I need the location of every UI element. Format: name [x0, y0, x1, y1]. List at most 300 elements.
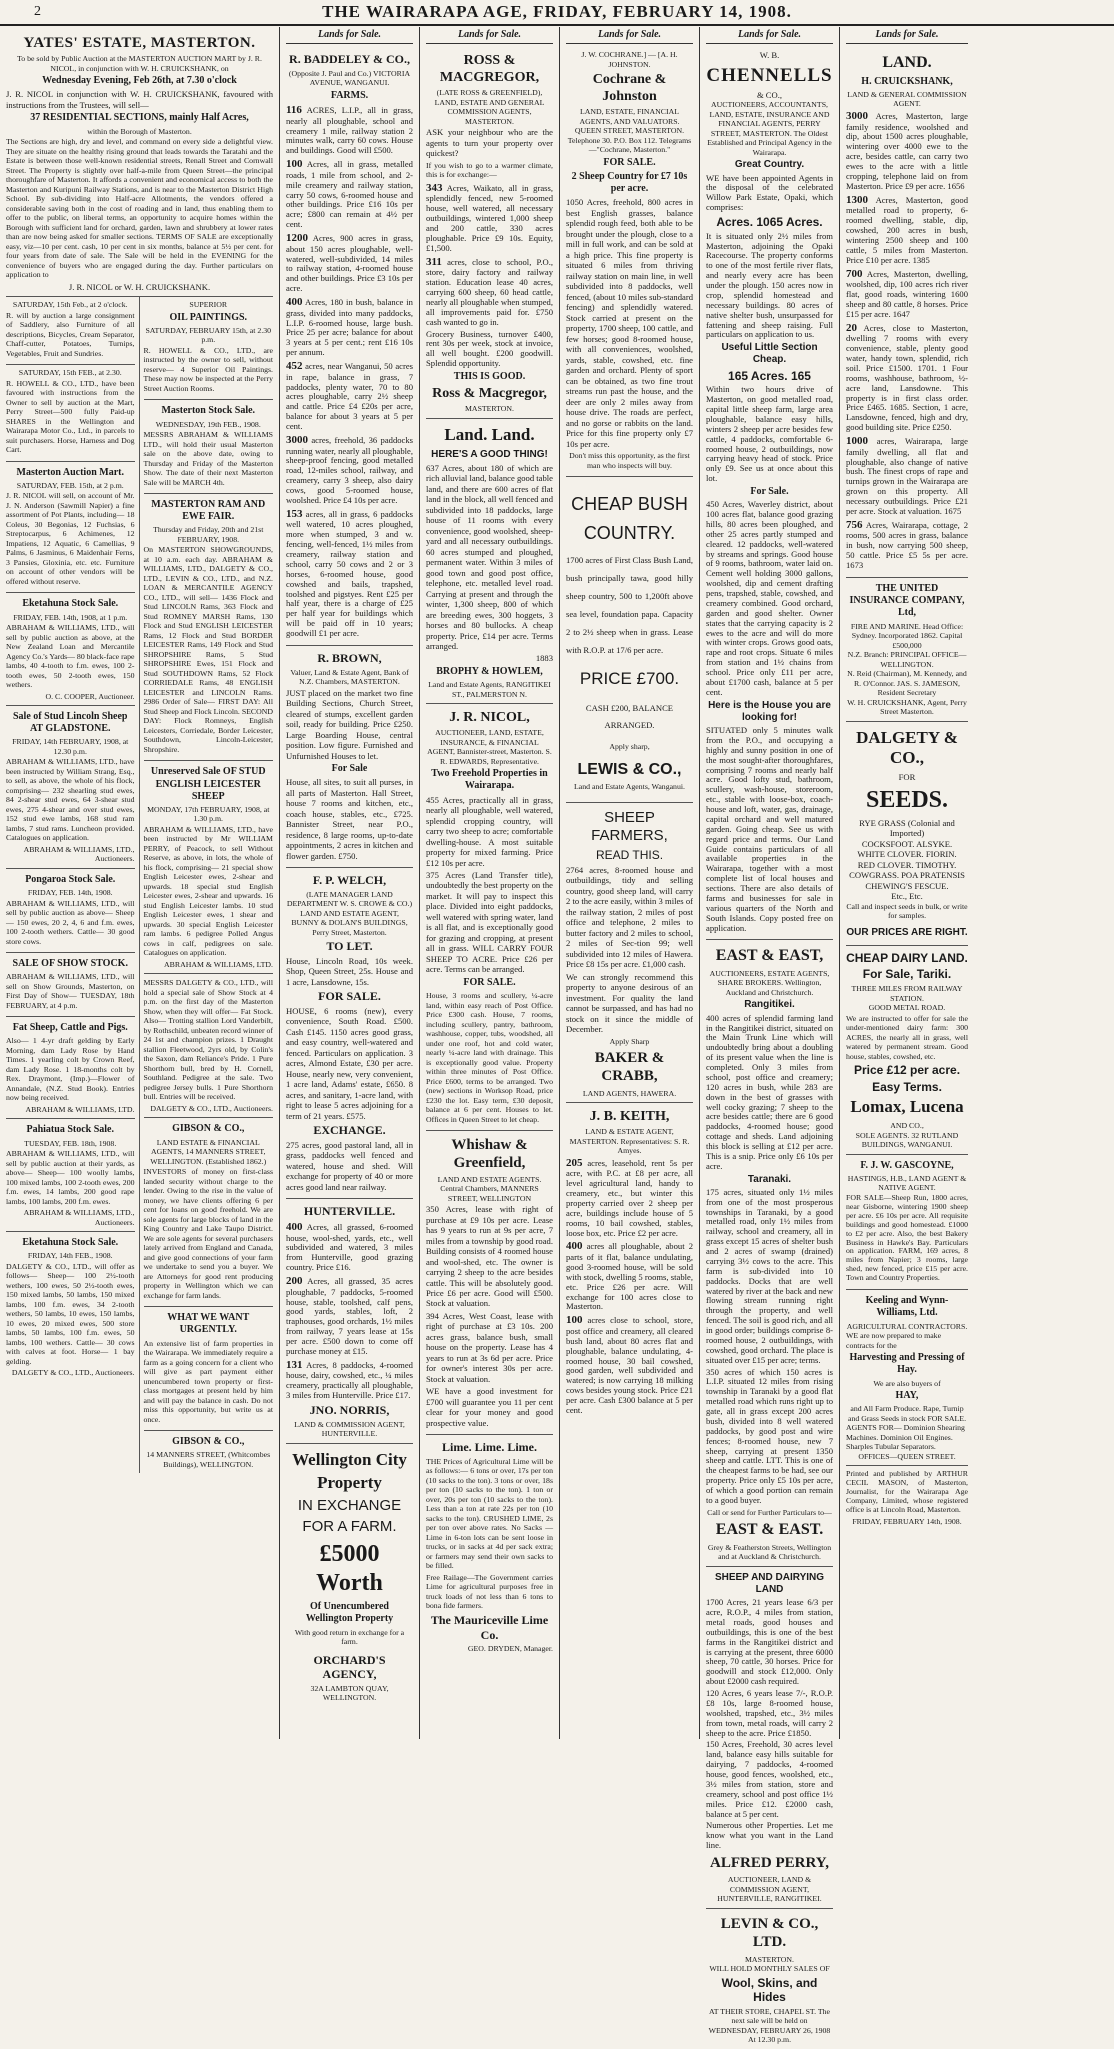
united-names: N. Reid (Chairman), M. Kennedy, and R. O'Connor. JAS. S. JAMESON, Resident Secretary: [847, 669, 967, 698]
east-text3: 350 acres of which 150 acres is L.I.P. situated 12 miles from rising township in Taranaki by a good flat metalled road which runs right up to gate, all in grass except 200 acres bush, divided into 8 well watered paddocks, by good post and wire fences; 8-roomed house, new 7 sheep, carrying at present 1350 sheep and cattle. LTT. This is one of the cheapest farms to be had, see our property. Price only £5 10s per acre, of which a good portion can remain to a good buyer.: [706, 1366, 833, 1505]
dalgety-seeds: SEEDS.: [865, 786, 949, 813]
dalgety-seeds-ad: [846, 722, 968, 946]
keeling-agents: AGENTS FOR— Dominion Shearing Machines. Dominion Oil Engines. Sharples Tubular Separators.: [846, 1423, 965, 1452]
east-taranaki: Taranaki.: [747, 1173, 792, 1185]
keith-listings: [566, 1157, 693, 1416]
keeling-ad: [846, 1290, 968, 1466]
keeling-also: We are also buyers of: [873, 1378, 941, 1388]
listing-acres: 1200: [286, 232, 308, 245]
bush-text: 1700 acres of First Class Bush Land, bush principally tawa, good hilly sheep country, 500 to 1,200ft above sea level, foundation papa. Capacity 2 to 2½ sheep when in grass. Lease with R.O.P. at 17/6 per acre.: [566, 554, 693, 655]
cochrane-note: Don't miss this opportunity, as the first man who inspects will buy.: [569, 451, 690, 470]
page-number: 2: [34, 4, 41, 19]
chennells-text3: Within two hours drive of Masterton, on good metalled road, capital little sheep farm, large area ploughable, balance easy hills, winters 2 sheep per acre besides few cattle, 4 paddocks, comfortable 6-roomed house, 2 outbuildings, now carrying heavy head of stock. Price only £9. See us at once about this lot.: [706, 384, 833, 484]
ross-ask: ASK your neighbour who are the agents to turn your property over quickest?: [426, 127, 553, 159]
east-east-ad: [706, 940, 833, 1566]
chennells-here: Here is the House you are looking for!: [708, 699, 831, 723]
notice-text: On MASTERTON SHOWGROUNDS, at 10 a.m. each day. ABRAHAM & WILLIAMS, LTD., DALGETY & CO., LTD., LEVIN & CO., LTD., and N.Z. LOAN & MERCANTILE AGENCY CO., LTD., will sell— 1436 Flock and Stud LINCOLN Rams, 363 Flock and Stud ROMNEY MARSH Rams, 130 Flock and Stud ENGLISH LEICESTER Rams, 12 Flock and Stud BORDER LEICESTER Rams, 149 Flock and Stud SHROPSHIRE Rams, 5 Stud SHROPSHIRE Ewes, 151 Flock and Stud SOUTHDOWN Rams, 52 Flock CORRIEDALE Rams, 48 ENGLISH LEICESTER and LINCOLN Rams. 2986 Order of Sale— FIRST DAY: All Stud Sheep and Flock Lincoln. SECOND DAY: Flock Romneys, English Leicesters, Corriedale, Border Leicester, Southdown, Lincoln-Leicester, Shropshire.: [143, 545, 274, 754]
levin-text: WILL HOLD MONTHLY SALES OF: [709, 1964, 830, 1973]
hunterville-ad: [286, 1199, 413, 1443]
seed-list: [846, 818, 968, 902]
notice-text: ABRAHAM & WILLIAMS, LTD., will sell by public auction as above— Sheep— 150 ewes, 20 2, 4, 6 and f.m. ewes, 100 2-tooth wethers. Cattle— 30 good store cows.: [6, 898, 135, 946]
notice-date: SATURDAY, 15th FEB., at 2.30.: [18, 368, 122, 378]
listing-acres: 20: [846, 321, 857, 334]
cruickshank-ad: [846, 47, 968, 578]
listing-text: acres, leasehold, rent 5s per acre, with P.C. at £8 per acre, all level agricultural land, handy to creamery, etc., but winter this property carried over 2 sheep per acre, buildings include house of 5 rooms, 10 bail cowshed, stables, loose box, etc. Price £2 per acre.: [566, 1157, 693, 1238]
dairying-text2: 120 Acres, 6 years lease 7/-, R.O.P. £8 10s, large 8-roomed house, woolshed, trapshed, etc., 3½ miles from town, metal roads, will carry 2 sheep to the acre. Price £1850.: [706, 1688, 833, 1738]
listing-acres: 343: [426, 181, 443, 194]
notice-text: ABRAHAM & WILLIAMS, LTD., will sell by public auction as above, at the New Zealand Loan and Mercantile Agency Co.'s Yards— 80 black-face rape lambs, 40 4-tooth to f.m. ewes, 100 2-tooth ewes, 50 2-tooth ewes, 150 wethers.: [6, 623, 135, 689]
dairy-firm: Lomax, Lucena: [850, 1097, 964, 1117]
notice-sub: 14 MANNERS STREET, (Whitcombes Buildings), WELLINGTON.: [146, 1450, 271, 1469]
column-1: [0, 27, 280, 1739]
listing-text: acres, all in grass, 6 paddocks well watered, 10 acres ploughed, more when stumped, 3 and w. fencing, well-fenced, 1½ miles from creamery, railway station and school, carry 50 cows and 2 or 3 horses, 6-roomed house, good cowshed and bails, trapshed, toolshed and pigstyes. Rent £25 per half year, there is a charge of £25 per half year for buildings which will be paid off in 10 years; goodwill £1 per acre.: [286, 508, 413, 639]
notice-title: Pongaroa Stock Sale.: [25, 873, 116, 885]
keeling-text: WE are now prepared to make contracts for the: [846, 1331, 942, 1350]
gascoyne-ad: [846, 1155, 968, 1291]
notice-title: OIL PAINTINGS.: [169, 311, 248, 323]
listing-text: Acres, Waikato, all in grass, splendidly fenced, new 5-roomed house, well watered, all necessary outbuildings, wintered 1,000 sheep and 200 cattle, 330 acres ploughable. Price £9 10s. Equity, £1,500.: [426, 182, 553, 253]
cochrane-sub: LAND, ESTATE, FINANCIAL AGENTS, AND VALUATORS. QUEEN STREET, MASTERTON. Telephone 30. P.O. Box 112. Telegrams —"Cochrane, Masterton.": [567, 107, 692, 155]
listing-acres: 100: [566, 1314, 583, 1327]
listing-item: [566, 1314, 693, 1416]
notice-sign: DALGETY & CO., LTD., Auctioneers.: [150, 1103, 273, 1113]
keeling-harvest: Harvesting and Pressing of Hay.: [849, 1352, 965, 1376]
listing-text: Acres, 180 in bush, balance in grass, divided into many paddocks, L.I.P. 6-roomed house, large bush. Price 25 per acre; balance for about 3 years at 5 per cent.; rent £16 10s per annum.: [286, 297, 413, 358]
welch-title: F. P. WELCH,: [312, 873, 387, 888]
cochrane-title: Cochrane & Johnston: [592, 72, 667, 105]
auction-notice: [144, 400, 274, 494]
listing-text: Acres, close to Masterton, dwelling 7 rooms with every convenience, stable, plenty good water, handy town, splendid, rich soil. Price £1500. 1701. 1 Four rooms, washhouse, bathroom, ½-acre land, Lansdowne. This property is in first class order. Price £465. 1685. Section, 1 acre, Lansdowne, fenced, high and dry, good building site. Price £250.: [846, 322, 968, 433]
nicol-sub: AUCTIONEER, LAND, ESTATE, INSURANCE, & FINANCIAL AGENT, Bannister-street, Masterton. S. R. EDWARDS, Representative.: [427, 728, 552, 766]
yates-sub: within the Borough of Masterton.: [87, 126, 192, 136]
yates-headline: 37 RESIDENTIAL SECTIONS, mainly Half Acres,: [30, 112, 249, 124]
notice-sign: ABRAHAM & WILLIAMS, LTD.: [164, 959, 273, 969]
levin-text2: AT THEIR STORE, CHAPEL ST. The next sale will be held on WEDNESDAY, FEBRUARY 26, 1908 At 12.30 p.m.: [708, 2006, 831, 2045]
cochrane-top: J. W. COCHRANE.] — [A. H. JOHNSTON.: [581, 50, 678, 69]
gascoyne-sub: HASTINGS, H.B., LAND AGENT & NATIVE AGENT.: [847, 1173, 967, 1193]
listing-item: [286, 296, 413, 358]
column-5: [700, 27, 840, 2045]
listing-acres: 400: [286, 296, 303, 309]
column-1-left: [6, 297, 140, 1473]
united-agent: W. H. CRUICKSHANK, Agent, Perry Street Masterton.: [847, 697, 967, 717]
listing-text: Acres, Masterton, dwelling, woolshed, dip, 100 acres rich river flat, good roads, wintering 1600 sheep and 80 cattle, 8 horses. Price £15 per acre. 1647: [846, 268, 968, 319]
notice-sign: ABRAHAM & WILLIAMS, LTD., Auctioneers.: [23, 1208, 135, 1227]
bush-title: CHEAP BUSH COUNTRY.: [571, 494, 688, 543]
notice-sign: DALGETY & CO., LTD., Auctioneers.: [11, 1368, 135, 1378]
cochrane-kicker: 2 Sheep Country for £7 10s per acre.: [571, 171, 688, 195]
united-sub: FIRE AND MARINE. Head Office: Sydney. Incorporated 1862. Capital £500,000: [850, 621, 964, 650]
notice-title: Masterton Auction Mart.: [16, 466, 124, 478]
listing-item: [286, 232, 413, 294]
ross-p1: If you wish to go to a warmer climate, this is for exchange:—: [426, 160, 553, 180]
cruickshank-sub: LAND & GENERAL COMMISSION AGENT.: [847, 89, 967, 109]
seed-item: COWGRASS. POA PRATENSIS: [849, 870, 965, 881]
dairying-text4: Numerous other Properties. Let me know what you want in the Land line.: [706, 1820, 833, 1851]
listing-item: [846, 322, 968, 433]
welch-tolet: TO LET.: [326, 939, 373, 954]
baddeley-ad: [286, 47, 413, 646]
column-header: Lands for Sale.: [706, 29, 833, 44]
yates-title: YATES' ESTATE, MASTERTON.: [23, 35, 256, 51]
notice-date: TUESDAY, FEB. 18th, 1908.: [24, 1138, 117, 1148]
ross-sign: Ross & Macgregor,: [432, 386, 547, 402]
listing-item: [286, 1221, 413, 1273]
baddeley-kicker: FARMS.: [330, 89, 369, 101]
notice-text: MESSRS ABRAHAM & WILLIAMS LTD., will hold their usual Masterton sale on the above date, owing to Thursday and Friday of the Masterton Show. The date of their next Masterton Sale will be MARCH 4th.: [143, 430, 273, 487]
seed-item: RED CLOVER. TIMOTHY.: [857, 859, 957, 870]
listing-acres: 400: [286, 1220, 303, 1233]
listing-item: [286, 104, 413, 156]
listing-text: Acres, Wairarapa, cottage, 2 rooms, 500 acres in grass, balance in bush, now carrying 500 sheep, 50 cattle. Price £5 5s per acre. 1673: [846, 519, 968, 571]
sheep-text: 2764 acres, 8-roomed house and outbuildings, tidy and selling country, good sheep land, will carry 2 to the acre easily, within 3 miles of the railway station, 2 miles of post office and telephone, 2 miles to butter factory and 2 miles to school, 2 miles of Sec-tion 99; well subdivided into 12 miles of Hawera. Price £8 15s per acre. £1,000 cash.: [566, 864, 693, 970]
cruickshank-land: LAND.: [882, 54, 932, 72]
listing-acres: 756: [846, 518, 863, 531]
levin-title: LEVIN & CO., LTD.: [720, 1915, 819, 1951]
city-l5: £5000 Worth: [316, 1540, 383, 1597]
sheep-dairying-ad: [706, 1567, 833, 1909]
page-columns: [0, 27, 1114, 2045]
listing-item: [426, 256, 553, 328]
ross-title: ROSS & MACGREGOR,: [439, 53, 540, 86]
whishaw-title: Whishaw & Greenfield,: [451, 1137, 528, 1172]
notice-title: Unreserved Sale OF STUD ENGLISH LEICESTER SHEEP: [150, 766, 266, 802]
land-firm-sub: Land and Estate Agents, RANGITIKEI ST., PALMERSTON N.: [428, 680, 551, 699]
listing-acres: 3000: [286, 433, 308, 446]
listing-item: [426, 182, 553, 254]
bush-firm: LEWIS & CO.,: [577, 760, 682, 778]
levin-ad: [706, 1909, 833, 2049]
chennells-acres: Acres. 1065 Acres.: [716, 215, 823, 230]
listing-text: Acres, 8 paddocks, 4-roomed house, dairy, cowshed, etc., ¼ miles creamery, practically all ploughable, 3 miles from Hunterville. Price £17.: [286, 1359, 413, 1401]
orchard-sub: 32A LAMBTON QUAY, WELLINGTON.: [310, 1683, 389, 1703]
bush-firm-sub: Land and Estate Agents, Wanganui.: [574, 782, 685, 792]
dateline: FRIDAY, FEBRUARY 14th, 1908.: [852, 1516, 962, 1526]
auction-notice: [6, 1232, 135, 1382]
bush-country-ad: [566, 477, 693, 803]
notice-date: Thursday and Friday, 20th and 21st FEBRUARY, 1908.: [153, 525, 264, 544]
listing-acres: 1300: [846, 193, 868, 206]
whishaw-p2: 394 Acres, West Coast, lease with right of purchase at £3 10s. 200 acres grass, balance bush, small house on the property. Lease has 4 years to run at 3s 6d per acre. Price for owner's interest 30s per acre. Stock at valuation.: [426, 1310, 553, 1384]
dairy-title: CHEAP DAIRY LAND.: [846, 950, 968, 965]
dairy-s3: GOOD METAL ROAD.: [868, 1003, 946, 1013]
city-l1: Wellington City: [292, 1449, 407, 1469]
notice-date: WEDNESDAY, 19th FEB., 1908.: [155, 419, 261, 429]
east-sign-sub: Grey & Featherston Streets, Wellington and at Auckland & Christchurch.: [707, 1542, 832, 1562]
city-l2: Property: [317, 1473, 382, 1493]
levin-sub: MASTERTON.: [745, 1954, 794, 1964]
dalgety-note: Call and inspect seeds in bulk, or write for samples.: [846, 901, 968, 921]
auction-notice: [6, 706, 135, 869]
land-firm: BROPHY & HOWLEM,: [436, 665, 543, 677]
auction-notice: [144, 761, 274, 974]
notice-sub: LAND ESTATE & FINANCIAL AGENTS, 14 MANNERS STREET, WELLINGTON. (Established 1862.): [150, 1137, 267, 1166]
welch-forsale: FOR SALE.: [318, 989, 381, 1004]
notice-title: SALE OF SHOW STOCK.: [12, 958, 128, 970]
auction-notice: [6, 297, 135, 365]
listing-text: Acres, 900 acres in grass, about 150 acres ploughable, well-watered, well-subdivided, 14 miles to railway station, 4-roomed house and other buildings. Price £3 10s per acre.: [286, 233, 413, 294]
brown-text: JUST placed on the market two fine Building Sections, Church Street, cleared of stumps, excellent garden soil, ready for building. Price £250. Large Boarding House, central position. Low figure. Furnished and Unfurnished Houses to let.: [286, 687, 413, 761]
wellington-city-ad: [286, 1444, 413, 1707]
auction-notice: [6, 365, 135, 462]
dairying-text3: 150 Acres, Freehold, 30 acres level land, balance easy hills suitable for dairying, 7 paddocks, 4-roomed house, good fences, woolshed, etc., 3½ miles from station, store and creamery, school and post office 1½ miles. Price £12. £2000 cash, balance at 5 per cent.: [706, 1739, 833, 1819]
nicol-p3: House, 3 rooms and scullery, ¼-acre land, within easy reach of Post Office. Price £300 cash. House, 7 rooms, including scullery, pantry, bathroom, washhouse, copper, tubs, woodshed, all under one roof, hot and cold water, nearly ¼-acre land with drainage. This is exceptionally good value. Property within three minutes of Post Office. Price £600, terms to be arranged. Two (new) sections in Worksop Road, price £230 the lot. Easy term, £30 deposit, balance at 6 per cent. Houses to let. Offices in Queen Street to let cheap.: [426, 991, 553, 1124]
keith-title: J. B. KEITH,: [589, 1109, 670, 1125]
chennells-text4: 450 Acres, Waverley district, about 100 acres flat, balance good grazing hills, 80 acres been ploughed, and other 25 acres partly stumped and cleared. 12 paddocks, well-watered by streams and springs. Good house of 9 rooms, bathroom, water laid on. Cement well holding 3000 gallons, woolshed, dip and cement drafting pens, trapshed, stable, cowshed, and creamery combined. Good orchard, garden and good shelter. Owner states that the carrying capacity is 2 ewes to the acre and will do more with winter crops. Grows good oats, rape and root crops. Situate 6 miles from station and 1½ chains from school. Price only £11 per acre, about £1700 cash, balance at 5 per cent.: [706, 499, 833, 697]
listing-item: [286, 360, 413, 432]
sheep-title: SHEEP FARMERS,: [591, 808, 668, 844]
cruickshank-name: H. CRUICKSHANK,: [861, 75, 953, 87]
listing-item: [286, 1275, 413, 1357]
notice-sign: ABRAHAM & WILLIAMS, LTD., Auctioneers.: [23, 844, 135, 864]
listing-text: acres, close to school, P.O., store, dairy factory and railway station. Education lease 40 acres, carrying 600 sheep, 60 head cattle, nearly all ploughable when stumped, all improvements paid for. £750 cash wanted to go in.: [426, 256, 554, 327]
masthead: [0, 0, 1114, 26]
listing-item: [286, 434, 413, 506]
yates-estate-ad: [6, 29, 273, 297]
welch-exchange: EXCHANGE.: [313, 1123, 386, 1138]
sheep-rec: We can strongly recommend this property to anyone desirous of an investment. For quality the land cannot be surpassed, and has had no stock on it since the middle of December.: [566, 971, 693, 1035]
ross-listings: [426, 182, 553, 369]
cochrane-forsale: FOR SALE.: [603, 156, 656, 168]
seed-item: RYE GRASS (Colonial and Imported): [859, 817, 955, 839]
city-l6: Of Unencumbered Wellington Property: [305, 1601, 394, 1625]
notice-title: Sale of Stud Lincoln Sheep AT GLADSTONE.: [13, 711, 128, 735]
perry-title: ALFRED PERRY,: [710, 1855, 829, 1872]
dalgety-title: DALGETY & CO.,: [856, 727, 958, 768]
listing-text: acres all ploughable, about 2 parts of it flat, balance undulating, good 3-roomed house, will be sold with stock, dwelling 5 rooms, stable, etc. Price £26 per acre. Will exchange for 100 acres close to Masterton.: [566, 1241, 693, 1312]
auction-notice: [6, 1017, 135, 1119]
auction-notice: [144, 1118, 274, 1307]
east-sign: EAST & EAST.: [715, 1521, 824, 1539]
ross-good: THIS IS GOOD.: [453, 371, 526, 383]
lime-sign: GEO. DRYDEN, Manager.: [467, 1644, 553, 1654]
dairy-sub: For Sale, Tariki.: [862, 967, 952, 982]
listing-text: Acres, all grassed, 6-roomed house, wool-shed, yards, etc., well subdivided and watered, 3 miles from Hunterville, good grazing country. Price £16.: [286, 1221, 413, 1273]
listing-item: [286, 508, 413, 639]
land-text: 637 Acres, about 180 of which are rich alluvial land, balance good table land, and there are 600 acres of flat land in the block, all well fenced and subdivided into 18 paddocks, large house of 11 rooms with every convenience, good woolshed, sheep-yard and all necessary outbuildings. 60 acres stumped and ploughed, permanent water. Within 3 miles of good town and good post office, telephone, etc. metalled level road. Carrying at present and through the winter, 1,300 sheep, 800 of which are breeding ewes, 300 hoggets, 3 horses and 80 bullocks. A cheap property. Price, £14 per acre. Terms arranged.: [426, 462, 553, 651]
levin-wool: Wool, Skins, and Hides: [721, 1975, 818, 2005]
notice-title: Masterton Stock Sale.: [161, 405, 256, 417]
imprint-text: Printed and published by ARTHUR CECIL MASON, of Masterton, Journalist, for the Wairarapa Age Company, Limited, whose registered office is at Lincoln Road, Masterton.: [846, 1469, 968, 1515]
orchard-title: ORCHARD'S AGENCY,: [313, 1652, 386, 1682]
auction-notice: [6, 1119, 135, 1232]
sheep-firm-sub: LAND AGENTS, HAWERA.: [582, 1088, 677, 1098]
east-text1: 400 acres of splendid farming land in the Rangitikei district, situated on the Main Trunk Line which will undoubtedly bring about a doubling of its present value when the line is completed. Only 3 miles from school, post office and creamery; 120 acres in bush, while 283 are down in the best of grasses with well cocky grazing; 7 sheep to the acre besides cattle; there are 6 good paddocks, 4-roomed house; good cottage and sheds. Land adjoining this block is selling at £12 per acre. This is a snip. Price only £6 10s per acre.: [706, 1012, 833, 1171]
east-call: Call or send for Further Particulars to—: [707, 1507, 832, 1517]
listing-acres: 400: [566, 1240, 583, 1253]
notice-title: GIBSON & CO.,: [172, 1123, 245, 1135]
auction-notice: [144, 1307, 274, 1431]
cruickshank-listings: [846, 110, 968, 571]
notice-text: R. HOWELL & CO., LTD., have been favoured with instructions from the Owner to sell by auction at the Mart, Perry Street—500 fully Paid-up SHARES in the Wellington and Wairarapa Motor Co., Ltd., in parcels to suit purchasers. Horse, Harness and Dog Cart.: [6, 378, 135, 455]
dairying-text1: 1700 Acres, 21 years lease 6/3 per acre, R.O.P., 4 miles from station, metal roads, good houses and outbuildings, this is one of the best farms in the Rangitikei district and is carrying at the present, three 6000 sheep, 70 cattle, 30 horses. Price for goodwill and stock £12,000. Only about £2000 cash required.: [706, 1597, 833, 1687]
norris-title: JNO. NORRIS,: [309, 1403, 390, 1418]
chennells-165: 165 Acres. 165: [728, 368, 811, 383]
baddeley-title: R. BADDELEY & CO.,: [289, 52, 410, 67]
city-l7: With good return in exchange for a farm.: [294, 1627, 405, 1647]
brown-sale: For Sale: [331, 763, 368, 774]
notice-text: INVESTORS of money on first-class landed security without charge to the lender. Owing to the rise in the value of money, we have clients offering 6 per cent for loans on good freehold. We are sole agents for large blocks of land in the King Country and Lake Taupo District. We are sole agents for several purchasers lately arrived from England and Canada, and give good connections of your farm we undertake to send you a buyer. We are Attorneys for good rent producing property in Wellington which we can exchange for farm lands.: [143, 1167, 273, 1300]
yates-p1: J. R. NICOL in conjunction with W. H. CRUICKSHANK, favoured with instructions from the Trustees, will sell—: [6, 89, 273, 110]
dairying-title: SHEEP AND DAIRYING LAND: [714, 1571, 825, 1596]
lime-firm: The Mauriceville Lime Co.: [430, 1612, 549, 1642]
listing-item: [566, 1240, 693, 1312]
perry-sub: AUCTIONEER, LAND & COMMISSION AGENT, HUNTERVILLE, RANGITIKEI.: [717, 1875, 822, 1904]
sheep-firm: BAKER & CRABB,: [594, 1050, 665, 1085]
column-6: [840, 27, 974, 1739]
yates-intro: To be sold by Public Auction at the MASTERTON AUCTION MART by J. R. NICOL, in conjunction with W. H. CRUICKSHANK, on: [17, 54, 262, 73]
chennells-t1: W. B.: [759, 50, 780, 61]
whishaw-p1: 350 Acres, lease with right of purchase at £9 10s per acre. Lease has 9 years to run at 9s per acre, 7 miles from a township by good road. Building consists of 4 roomed house and wool-shed, etc. The owner is carrying 2 sheep to the acre besides cattle. This will be absolutely good. Price £6 per acre. Good will £500. Stock at valuation.: [426, 1204, 553, 1309]
dalgety-prices: OUR PRICES ARE RIGHT.: [846, 926, 968, 938]
keith-ad: [566, 1103, 693, 1422]
listing-item: [846, 519, 968, 571]
nicol-p2: 375 Acres (Land Transfer title), undoubtedly the best property on the market. It will pay to inspect this place. Divided into eight paddocks, well watered with spring water, land is all flat, and is exceptionally good for grazing and cropping, at present all in grass. WILL CARRY FOUR SHEEP TO ACRE. Price £26 per acre. Terms can be arranged.: [426, 870, 553, 975]
keeling-title: Keeling and Wynn-Williams, Ltd.: [865, 1295, 949, 1319]
ross-sign-sub: MASTERTON.: [465, 404, 514, 414]
notice-text: ABRAHAM & WILLIAMS, LTD., will sell on Show Grounds, Masterton, on First Day of Show— TUESDAY, 18th FEBRUARY, at 4 p.m.: [6, 972, 135, 1010]
sheep-apply: Apply Sharp: [609, 1036, 650, 1046]
keith-sub: LAND & ESTATE AGENT, MASTERTON. Representatives: S. R. Amyes.: [569, 1127, 690, 1156]
listing-acres: 311: [426, 255, 442, 268]
norris-sub: LAND & COMMISSION AGENT, HUNTERVILLE.: [294, 1419, 405, 1439]
east-text2: 175 acres, situated only 1½ miles from one of the most prosperous townships in Taranaki, by a good metalled road, only 1½ miles from railway, school and creamery, all in grass except 15 acres of shelter bush and 2 acres of swamp (drained) carrying 3½ cows to the acre. This farm is sub-divided into 10 paddocks. Docks that are well watered by river at the back and new flowing stream running right through the property, and well fenced. The soil is good rich, and all in good order; buildings comprise 8-roomed house, 2 outbuildings, with cowshed, good orchard. The place is situated over £15 per acre; terms.: [706, 1186, 833, 1365]
city-l3: IN EXCHANGE: [297, 1497, 402, 1515]
notice-title: MASTERTON RAM AND EWE FAIR.: [151, 499, 266, 523]
notice-date: FRIDAY, 14th FEBRUARY, 1908, at 12.30 p.m.: [12, 737, 129, 756]
listing-acres: 131: [286, 1358, 303, 1371]
dairy-price: Price £12 per acre.: [853, 1063, 961, 1078]
bush-apply: Apply sharp,: [609, 742, 650, 752]
keeling-hay: HAY,: [895, 1390, 919, 1402]
sheep-sub: READ THIS.: [595, 848, 664, 863]
keeling-text2: and All Farm Produce. Rape, Turnip and Grass Seeds in stock FOR SALE.: [847, 1404, 967, 1423]
dairy-terms: Easy Terms.: [872, 1079, 942, 1094]
auction-notice: [6, 462, 135, 594]
brown-sub: Valuer, Land & Estate Agent, Bank of N.Z. Chambers, MASTERTON.: [290, 667, 409, 687]
listing-acres: 700: [846, 267, 863, 280]
notice-date: FRIDAY, 14th FEB., 1908.: [27, 1251, 113, 1261]
column-1-right: [140, 297, 274, 1473]
brown-ad: [286, 646, 413, 868]
cochrane-text: 1050 Acres, freehold, 800 acres in best English grasses, balance splendid rough feed, both able to be brought under the plough, close to a mill in full work, and can be sold at a high price. This fine property is situated 6 miles from thriving railway station on main line, in well subdivided into 8 paddocks, well fenced, (about 10 miles sub-standard fencing) and splendidly watered. Stock carried at present on the property, 1700 sheep, 100 cattle, and few horses; good 8-roomed house, with all conveniences, woolshed, yards, stable, cowshed, etc. fine garden and orchard. Plenty of sport can be obtained, as two fine trout streams run past the house, and the deer are only 2 miles away from house drive. The roads are perfect, and no gorse or rabbits on the land. Price for this fine property only £7 10s per acre.: [566, 197, 693, 449]
lime-rail: Free Railage—The Government carries Lime for agricultural purposes free in truck loads of not less than 6 tons to bona fide farmers.: [426, 1572, 553, 1611]
dairy-text: We are instructed to offer for sale the under-mentioned dairy farm: 300 ACRES, the nearly all in grass, well watered by permanent stream. Good house, stables, cowshed, etc.: [846, 1013, 968, 1061]
chennells-useful: Useful Little Section Cheap.: [721, 342, 818, 366]
notice-title: Eketahuna Stock Sale.: [22, 1237, 119, 1249]
cochrane-ad: [566, 47, 693, 477]
column-header: Lands for Sale.: [846, 29, 968, 44]
lime-ad: [426, 1435, 553, 1657]
bush-price: PRICE £700.: [579, 668, 680, 688]
notice-title: Eketahuna Stock Sale.: [22, 598, 119, 610]
listing-acres: 116: [286, 104, 302, 116]
seed-item: WHITE CLOVER. FIORIN.: [857, 849, 957, 860]
listing-item: [846, 110, 968, 192]
notice-date: SATURDAY, FEB. 15th, at 2 p.m.: [16, 480, 124, 490]
united-title: THE UNITED INSURANCE COMPANY, Ltd,: [849, 582, 965, 619]
nicol-kicker: Two Freehold Properties in Wairarapa.: [431, 768, 548, 792]
listing-acres: 3000: [846, 109, 868, 122]
dalgety-for: FOR: [898, 772, 916, 783]
whishaw-ad: [426, 1131, 553, 1435]
notice-title: Pahiatua Stock Sale.: [26, 1124, 114, 1136]
east-rangitikei: Rangitikei.: [744, 999, 795, 1011]
land-title: Land. Land.: [444, 424, 535, 444]
column-2: [280, 27, 420, 1739]
auction-notice: [144, 974, 274, 1118]
hunterville-listings: [286, 1221, 413, 1401]
listing-text: acres, freehold, 36 paddocks running water, nearly all ploughable, sheep-proof fencing, good metalled road, 12-miles school, railway, and creamery, carry 3 sheep, also dairy cows, good 5-roomed house, woolshed. Price £4 10s per acre.: [286, 434, 413, 505]
notice-kicker: SUPERIOR: [189, 300, 228, 310]
listing-text: ACRES, L.I.P., all in grass, nearly all ploughable, school and creamery 1 mile, railway station 2 minutes walk, carry 60 cows. House and buildings. Good will £500.: [286, 105, 413, 156]
lime-title: Lime. Lime. Lime.: [442, 1440, 537, 1455]
column-header: Lands for Sale.: [286, 29, 413, 44]
east-title: EAST & EAST,: [715, 947, 824, 965]
notice-text: DALGETY & CO., LTD., will offer as follows— Sheep— 100 2½-tooth wethers, 100 ewes, 50 2½-tooth ewes, 150 mixed lambs, 50 lambs, 150 mixed lambs, 100 f.m. ewes, 34 2-tooth wethers, 50 lambs, 10 ewes, 150 lambs, 10 ewes, 20 mixed ewes, 500 store lambs, 50 lambs, 100 f.m. ewes, 50 lambs, 100 wethers. Cattle— 30 cows with calves at foot. Horse— 1 bay gelding.: [6, 1261, 135, 1366]
yates-body: The Sections are high, dry and level, and command on every side a delightful view. They are situate on the healthy rising ground that leads towards the Taratahi and the Estate is between those well-known residential streets, Renall Street and Cornwall Street. The Property is slightly over half-a-mile from Queen Street—the principal thoroughfare of Masterton. It affords a convenient and economical access to both the Masterton and Kuripuni Railway Stations, and is near to the Masterton District High School. By sub-dividing into Half-acre Allotments, the vendors offered a considerable saving both in the cost of roading and in land, thus enabling them to offer to the public, on liberal terms, an opportunity to acquire homes within the Borough with sufficient land for orchard, garden, lawn and shrubbery at lower rates than are now being asked for smaller sections. TERMS OF SALE are exceptionally easy, viz—10 per cent. cash, 10 per cent in six months, balance at 5½ per cent. for four years from date of sale. The Sale will be held in the EVENING for the convenience of buyers who are engaged during the day. Further particulars on application to: [6, 137, 273, 280]
chennells-kicker: Great Country.: [734, 159, 805, 171]
notice-text: R. HOWELL & CO., LTD., are instructed by the owner to sell, without reserve— 4 Superior Oil Paintings. These may now be inspected at the Perry Street Auction Rooms.: [143, 345, 273, 393]
listing-text: Acres, all grassed, 35 acres ploughable, 7 paddocks, 5-roomed house, stable, toolshed, calf pens, good yards, stables, loft, 2 traphouses, good orchards, 1½ miles from railway, 7 years lease at 15s per acre. £500 down to come off purchase money at £15.: [286, 1276, 413, 1356]
notice-sign: O. C. COOPER, Auctioneer.: [45, 691, 135, 701]
listing-text: acres close to school, store, post office and creamery, all cleared bush land, about 80 acres flat and ploughable, balance undulating, 4-roomed house, 30 bail cowshed, good garden, well subdivided and watered; is now carrying 18 milking cows besides young stock. Price £21 per acre. Cash £300 balance at 5 per cent.: [566, 1315, 693, 1415]
auction-notice: [144, 297, 274, 400]
auction-notice: [6, 869, 135, 953]
bush-terms: CASH £200, BALANCE ARRANGED.: [585, 702, 674, 730]
land-land-ad: [426, 419, 553, 704]
welch-tolet-text: House, Lincoln Road, 10s week. Shop, Queen Street, 25s. House and 1 acre, Lansdowne, 15s.: [286, 955, 413, 987]
notice-text: ABRAHAM & WILLIAMS, LTD., have been instructed by William Strang, Esq., to sell, as above, the whole of his flock, comprising— 232 shearling stud ewes, 84 2-shear stud ewes, 64 3-shear stud ewes, 275 4-shear and over stud ewes, 152 stud ewe lambs, 168 stud ram lambs, 7 stud rams. Luncheon provided. Catalogues on application.: [6, 757, 135, 843]
chennells-text2: It is situated only 2½ miles from Masterton, adjoining the Opaki Racecourse. The property conforms to one of the most fertile river flats, and nearly every acre has been under the plough. 150 acres now in crop, splendid homestead and necessary buildings. 80 acres of native shelter bush, unsurpassed for fattening and sheep raising. Full particulars on application to us.: [706, 230, 833, 340]
land-sub: HERE'S A GOOD THING!: [431, 448, 548, 460]
notice-date: FRIDAY, FEB. 14th, 1908.: [27, 888, 113, 898]
listing-acres: 200: [286, 1275, 303, 1288]
chennells-text5: SITUATED only 5 minutes walk from the P.O., and occupying a highly and sunny position in one of the most sought-after thoroughfares, comprising 7 rooms and nearly half acre. Good lofty stud, bathroom, scullery, wash-house, storeroom, etc., stable with loose-box, coach-house and loft, water, gas, drainage, capital orchard and well matured garden. Going cheap. See us with regard price and terms. Our Land Guide contains particulars of all available properties in the Wairarapa, together with a most complete list of local houses and sections. There are also details of farms and businesses for sale in various quarters of the North and South Islands. Copy posted free on application.: [706, 725, 833, 933]
listing-text: acres, near Wanganui, 50 acres in rape, balance in grass, 7 paddocks, plenty water, 70 to 80 acres ploughable, carry 2½ sheep and cattle. Price £4 £20s per acre, balance for about 3 years at 5 per cent.: [286, 361, 413, 432]
column-header: Lands for Sale.: [566, 29, 693, 44]
notice-title: WHAT WE WANT URGENTLY.: [167, 1312, 250, 1336]
listing-text: Acres, all in grass, metalled roads, 1 mile from school, and 2-mile creamery and railway station, carry 50 cows, 6-roomed house and other buildings. Price £16 10s per acre; £800 can remain at 4½ per cent.: [286, 159, 413, 230]
gascoyne-text: FOR SALE—Sheep Run, 1800 acres, near Gisborne, wintering 1900 sheep per acre. £6 10s per acre. All requisite buildings and good homestead. £1000 to £2 per acre. Also, the best Bakery Business in Hawke's Bay. Particulars on application. FARM, 169 acres, 8 miles from Napier; 3 rooms, large shed, new fenced, price £15 per acre. Town and Country Properties.: [846, 1192, 968, 1283]
notice-text: ABRAHAM & WILLIAMS, LTD., have been instructed by Mr WILLIAM PERRY, of Peacock, to sell Without Reserve, as above, in lots, the whole of his flock, comprising— 21 special show English Leicester ewes, 2-shear and upwards. 18 special stud English Leicester ewes, 2-shear and upwards. 16 stud English Leicester lambs. 10 stud English Leicester ewes, 1 shear and upwards. 30 special English Leicester ram lambs. 6 pedigree Polled Angus cows in calf, pedigrees on sale. Catalogues on application.: [143, 824, 273, 958]
keeling-office: OFFICES—QUEEN STREET.: [858, 1451, 956, 1461]
dairy-firm2: AND CO.,: [890, 1121, 924, 1131]
chennells-forsale: For Sale.: [750, 486, 789, 498]
ross-sub: (LATE ROSS & GREENFIELD), LAND, ESTATE AND GENERAL COMMISSION AGENTS, MASTERTON.: [434, 88, 545, 126]
imprint: [846, 1466, 968, 1530]
dairy-s2: THREE MILES FROM RAILWAY STATION.: [851, 984, 963, 1003]
newspaper-title: THE WAIRARAPA AGE, FRIDAY, FEBRUARY 14, 1908.: [322, 2, 792, 21]
auction-notice: [6, 953, 135, 1017]
listing-text: Acres, Masterton, good metalled road to property, 6-roomed dwelling, stable, dip, cowshed, 200 acres in bush, wintering 2500 sheep and 100 cattle, 5 miles from Masterton. Price £10 per acre. 1385: [846, 194, 968, 265]
listing-acres: 205: [566, 1156, 583, 1169]
listing-item: [846, 268, 968, 320]
listing-item: [286, 158, 413, 230]
chennells-t2: & CO.,: [756, 89, 783, 100]
listing-item: [426, 330, 553, 370]
sheep-farmers-ad: [566, 803, 693, 1104]
seed-item: COCKSFOOT. ALSYKE.: [861, 838, 953, 849]
cheap-dairy-ad: [846, 946, 968, 1155]
notice-text: ABRAHAM & WILLIAMS, LTD., will sell by public auction at their yards, as above— Sheep— 100 woolly lambs, 100 mixed lambs, 100 2-tooth ewes, 200 f.m. ewes, 14 lambs, 200 good rape lambs, 100 lambs, 200 f.m. ewes.: [6, 1149, 135, 1206]
united-branch: N.Z. Branch: PRINCIPAL OFFICE—WELLINGTON.: [847, 650, 967, 669]
column-3: [420, 27, 560, 1739]
brown-title: R. BROWN,: [317, 650, 382, 665]
baddeley-sub: (Opposite J. Paul and Co.) VICTORIA AVENUE, WANGANUI.: [288, 68, 411, 88]
seed-item: CHEWING'S FESCUE.: [865, 880, 949, 891]
notice-title: Fat Sheep, Cattle and Pigs.: [12, 1022, 128, 1034]
